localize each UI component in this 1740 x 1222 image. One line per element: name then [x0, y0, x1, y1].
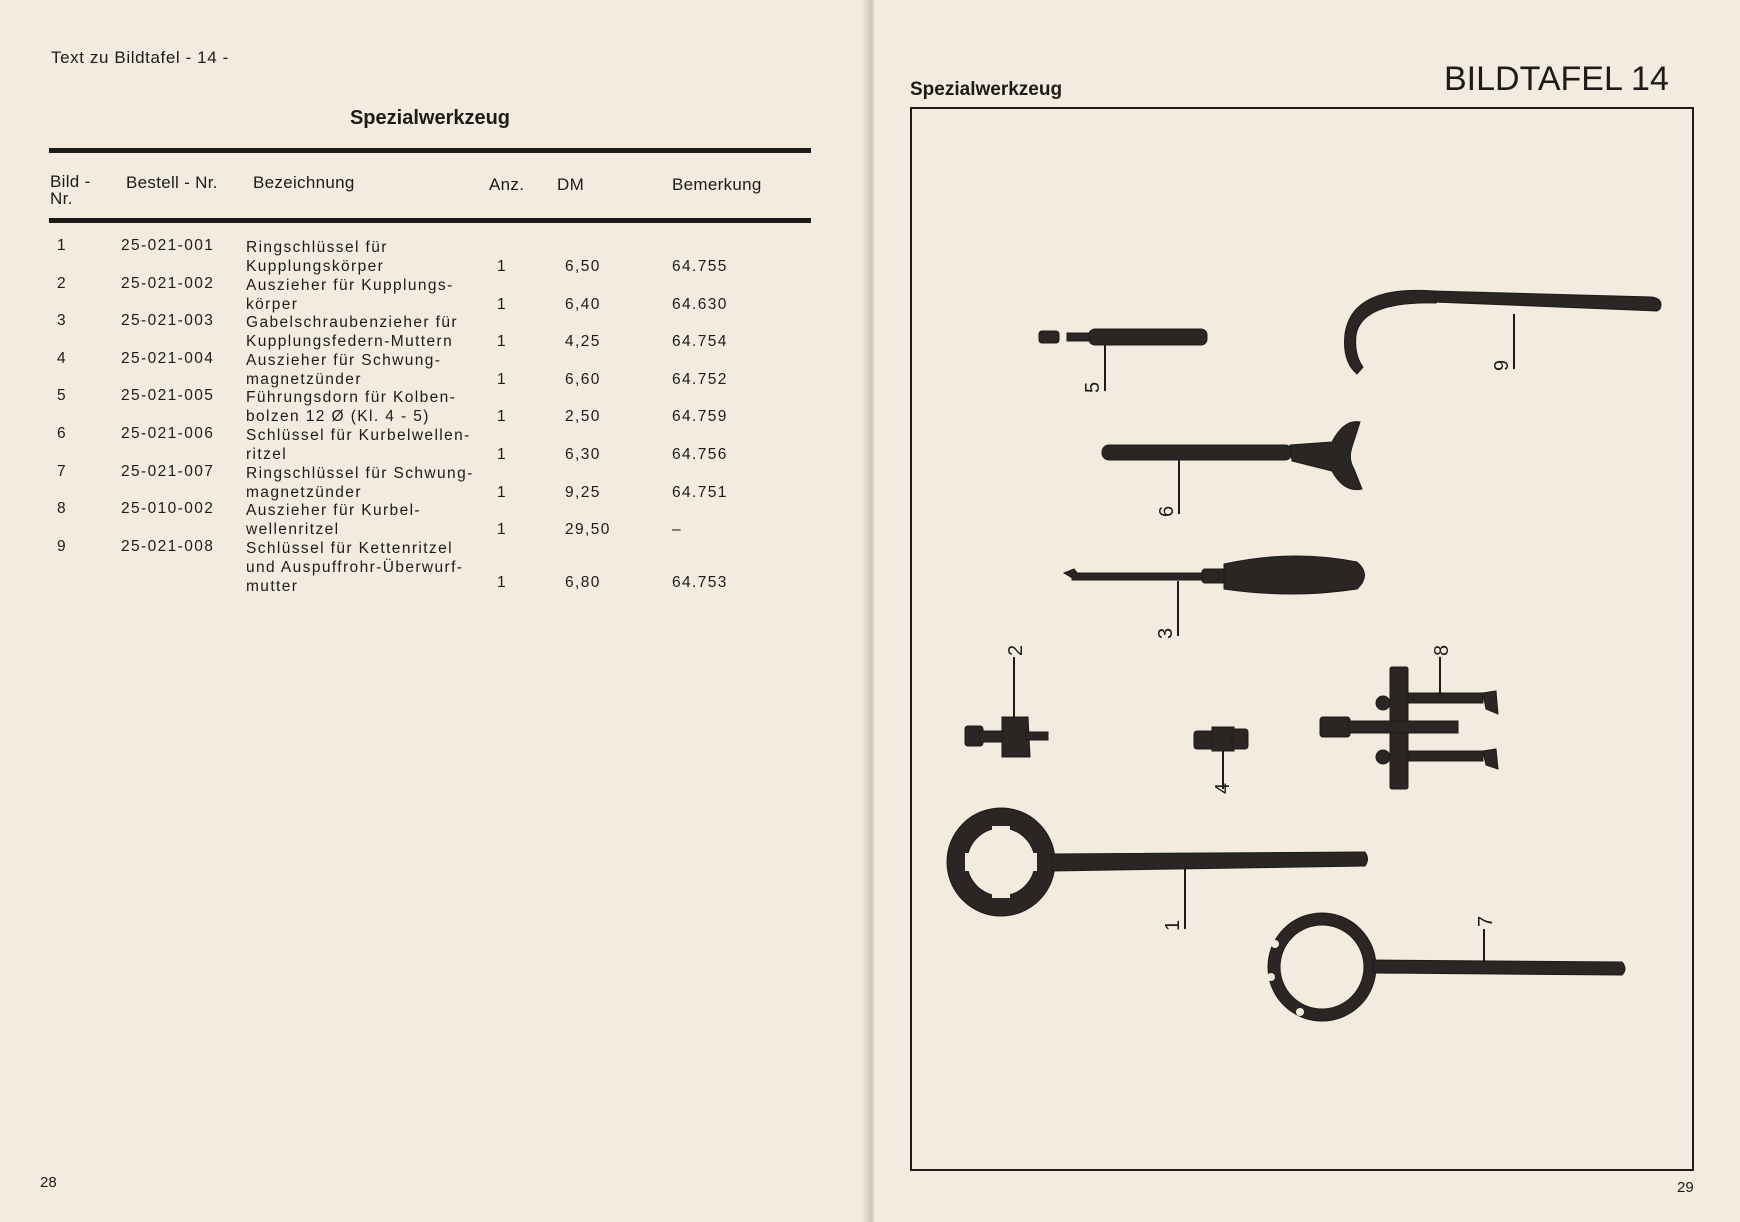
cell-dm: 6,60	[565, 371, 601, 388]
cell-bestell: 25-021-004	[121, 350, 215, 367]
cell-bezeichnung-line: körper	[246, 296, 299, 313]
cell-bezeichnung-line: Auszieher für Kupplungs-	[246, 277, 454, 294]
cell-dm: 2,50	[565, 408, 601, 425]
cell-anz: 1	[497, 446, 508, 463]
cell-anz: 1	[497, 296, 508, 313]
tool-7-magneto-ring-spanner	[1267, 913, 1625, 1021]
tool-label-7: 7	[1475, 915, 1497, 927]
tool-label-4: 4	[1212, 782, 1234, 794]
cell-bezeichnung-line: magnetzünder	[246, 371, 362, 388]
cell-bezeichnung-line: Gabelschraubenzieher für	[246, 314, 458, 331]
cell-anz: 1	[497, 574, 508, 591]
cell-bezeichnung-line: Ringschlüssel für	[246, 239, 388, 256]
cell-bezeichnung-line: Schlüssel für Kurbelwellen-	[246, 427, 471, 444]
tools-illustration	[912, 109, 1696, 1173]
cell-bemerkung: 64.753	[672, 574, 728, 591]
cell-anz: 1	[497, 521, 508, 538]
col-header-bemerkung: Bemerkung	[672, 175, 762, 194]
cell-dm: 6,30	[565, 446, 601, 463]
page-number-left: 28	[40, 1174, 57, 1191]
cell-bestell: 25-010-002	[121, 500, 215, 517]
cell-bezeichnung-line: bolzen 12 Ø (Kl. 4 - 5)	[246, 408, 430, 425]
header-rule-bottom	[49, 218, 811, 223]
cell-bild: 7	[57, 463, 68, 480]
cell-bemerkung: 64.756	[672, 446, 728, 463]
cell-bemerkung: 64.755	[672, 258, 728, 275]
cell-bezeichnung-line: Kupplungskörper	[246, 258, 385, 275]
cell-bestell: 25-021-003	[121, 312, 215, 329]
cell-bezeichnung-line: mutter	[246, 578, 299, 595]
tool-label-6: 6	[1156, 505, 1178, 517]
plate-title: BILDTAFEL 14	[1444, 60, 1669, 98]
cell-bezeichnung-line: Auszieher für Schwung-	[246, 352, 442, 369]
cell-bemerkung: –	[672, 521, 683, 538]
col-header-bezeichnung: Bezeichnung	[253, 173, 355, 192]
cell-bild: 6	[57, 425, 68, 442]
cell-dm: 6,40	[565, 296, 601, 313]
cell-anz: 1	[497, 258, 508, 275]
cell-dm: 9,25	[565, 484, 601, 501]
cell-bezeichnung-line: Führungsdorn für Kolben-	[246, 389, 457, 406]
cell-bezeichnung-line: Kupplungsfedern-Muttern	[246, 333, 454, 350]
col-header-anz: Anz.	[489, 175, 525, 194]
cell-bild: 9	[57, 538, 68, 555]
tool-label-5: 5	[1082, 381, 1104, 393]
tool-1-ring-spanner	[947, 808, 1368, 929]
cell-bezeichnung-line: ritzel	[246, 446, 288, 463]
cell-bestell: 25-021-006	[121, 425, 215, 442]
tool-label-8: 8	[1431, 644, 1453, 656]
cell-bezeichnung-line: wellenritzel	[246, 521, 340, 538]
cell-bestell: 25-021-005	[121, 387, 215, 404]
cell-bemerkung: 64.759	[672, 408, 728, 425]
cell-anz: 1	[497, 371, 508, 388]
illustration-frame	[910, 107, 1694, 1171]
tool-4-magneto-puller	[1194, 727, 1248, 789]
col-header-bestell: Bestell - Nr.	[126, 173, 218, 192]
col-header-dm: DM	[557, 175, 585, 194]
cell-bestell: 25-021-001	[121, 237, 215, 254]
cell-anz: 1	[497, 333, 508, 350]
cell-bild: 8	[57, 500, 68, 517]
page-number-right: 29	[1677, 1179, 1694, 1196]
cell-bemerkung: 64.754	[672, 333, 728, 350]
header-rule-top	[49, 148, 811, 153]
cell-dm: 6,50	[565, 258, 601, 275]
cell-bezeichnung-line: Schlüssel für Kettenritzel	[246, 540, 453, 557]
tool-5-guide-pin	[1039, 329, 1207, 391]
tool-label-9: 9	[1491, 359, 1513, 371]
col-header-bild: Bild - Nr.	[50, 172, 91, 208]
cell-dm: 4,25	[565, 333, 601, 350]
cell-bezeichnung-line: und Auspuffrohr-Überwurf-	[246, 559, 464, 576]
cell-bestell: 25-021-007	[121, 463, 215, 480]
cell-bild: 5	[57, 387, 68, 404]
cell-bild: 4	[57, 350, 68, 367]
cell-bild: 2	[57, 275, 68, 292]
cell-anz: 1	[497, 484, 508, 501]
cell-bemerkung: 64.752	[672, 371, 728, 388]
plate-reference: Text zu Bildtafel - 14 -	[51, 48, 229, 67]
cell-anz: 1	[497, 408, 508, 425]
page-title: Spezialwerkzeug	[349, 107, 511, 129]
cell-bezeichnung-line: magnetzünder	[246, 484, 362, 501]
cell-dm: 6,80	[565, 574, 601, 591]
tool-label-1: 1	[1162, 919, 1184, 931]
cell-bemerkung: 64.630	[672, 296, 728, 313]
tool-label-3: 3	[1155, 627, 1177, 639]
cell-dm: 29,50	[565, 521, 611, 538]
cell-bestell: 25-021-002	[121, 275, 215, 292]
tool-label-2: 2	[1005, 644, 1027, 656]
cell-bemerkung: 64.751	[672, 484, 728, 501]
tool-6-fork-spanner	[1102, 422, 1362, 514]
plate-heading: Spezialwerkzeug	[910, 79, 1063, 100]
cell-bezeichnung-line: Auszieher für Kurbel-	[246, 502, 421, 519]
cell-bild: 3	[57, 312, 68, 329]
tool-3-fork-screwdriver	[1064, 556, 1365, 636]
cell-bild: 1	[57, 237, 68, 254]
cell-bestell: 25-021-008	[121, 538, 215, 555]
cell-bezeichnung-line: Ringschlüssel für Schwung-	[246, 465, 474, 482]
tool-2-clutch-puller	[965, 657, 1048, 757]
tool-8-sprocket-puller	[1320, 657, 1498, 789]
